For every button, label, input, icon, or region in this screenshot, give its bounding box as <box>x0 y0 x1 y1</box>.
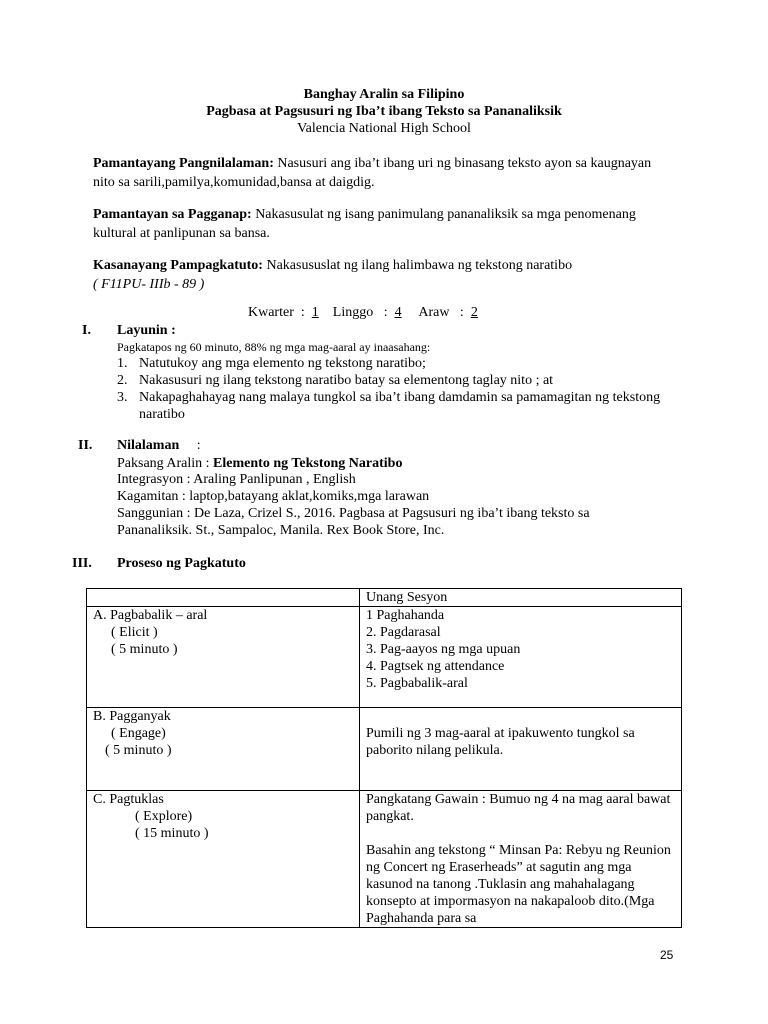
competency-code: ( F11PU- IIIb - 89 ) <box>93 277 205 292</box>
topic-value: Elemento ng Tekstong Naratibo <box>213 456 403 471</box>
day-label: Araw : <box>401 305 471 320</box>
day-value: 2 <box>470 305 478 320</box>
table-row <box>87 708 682 791</box>
table-cell-activity <box>360 708 682 791</box>
table-row <box>87 607 682 708</box>
activity-text: Pangkatang Gawain : Bumuo ng 4 na mag aaral bawat pangkat. <box>366 792 671 824</box>
table-cell-phase <box>87 791 360 928</box>
content-title: Nilalaman <box>117 438 180 453</box>
reference-line: Sanggunian : De Laza, Crizel S., 2016. Pagbasa at Pagsusuri ng iba’t ibang teksto sa Pananaliksik. St., Sampaloc, Manila. Rex Book Store, Inc. <box>117 506 590 538</box>
table-cell-activity <box>360 607 682 708</box>
table-header-cell: Unang Sesyon <box>360 589 682 607</box>
phase-subtitle: ( Engage) <box>111 726 166 741</box>
phase-duration: ( 15 minuto ) <box>135 826 209 841</box>
quarter-label: Kwarter : <box>248 305 312 320</box>
learning-competency-text: Nakasususlat ng ilang halimbawa ng tekstong naratibo <box>262 258 573 273</box>
phase-title: A. Pagbabalik – aral <box>93 608 208 623</box>
learning-competency <box>93 256 673 294</box>
table-header-row <box>87 589 682 607</box>
page-number: 25 <box>660 948 674 962</box>
performance-standard-label: Pamantayan sa Pagganap: <box>93 207 252 222</box>
lesson-procedure-table <box>86 588 682 928</box>
table-cell-phase <box>87 708 360 791</box>
activity-text: Basahin ang tekstong “ Minsan Pa: Rebyu ng Reunion ng Concert ng Eraserheads” at sagutin ang mga kasunod na tanong .Tuklasin ang mahahalagang konsepto at impormasyon na nakapaloob dito.(Mga Paghahanda para sa <box>366 843 671 926</box>
week-value: 4 <box>394 305 402 320</box>
objective-number: 2. <box>117 373 128 388</box>
section-number-process: III. <box>72 556 92 571</box>
section-title-content <box>117 438 201 454</box>
quarter-value: 1 <box>311 305 319 320</box>
content-colon: : <box>179 438 201 453</box>
activity-step: 5. Pagbabalik-aral <box>366 676 468 691</box>
school-name: Valencia National High School <box>297 121 471 136</box>
topic-label: Paksang Aralin : <box>117 456 214 471</box>
performance-standard <box>93 205 673 243</box>
phase-subtitle: ( Explore) <box>135 809 193 824</box>
activity-step: 2. Pagdarasal <box>366 625 441 640</box>
phase-title: C. Pagtuklas <box>93 792 164 807</box>
content-standard-text: Nasusuri ang iba’t ibang uri ng binasang teksto ayon sa kaugnayan nito sa sarili,pamilya,komunidad,bansa at daigdig. <box>93 156 652 190</box>
document-title: Banghay Aralin sa Filipino <box>303 87 465 102</box>
objective-item <box>117 372 677 389</box>
section-title-objectives: Layunin : <box>117 323 176 338</box>
phase-duration: ( 5 minuto ) <box>105 743 172 758</box>
objective-number: 3. <box>117 390 128 405</box>
phase-subtitle: ( Elicit ) <box>111 625 158 640</box>
performance-standard-text: Nakasusulat ng isang panimulang pananaliksik sa mga penomenang kultural at panlipunan sa bansa. <box>93 207 636 241</box>
table-cell-phase <box>87 607 360 708</box>
objective-text: Natutukoy ang mga elemento ng tekstong naratibo; <box>139 356 426 371</box>
section-number-content: II. <box>78 438 93 453</box>
materials-line: Kagamitan : laptop,batayang aklat,komiks,mga larawan <box>117 489 430 504</box>
topic-line <box>117 455 677 472</box>
integration-line: Integrasyon : Araling Panlipunan , English <box>117 472 356 487</box>
subject-title: Pagbasa at Pagsusuri ng Iba’t ibang Teksto sa Pananaliksik <box>206 104 562 119</box>
table-row <box>87 791 682 928</box>
objective-item <box>117 355 677 372</box>
objective-number: 1. <box>117 356 128 371</box>
activity-text: Pumili ng 3 mag-aaral at ipakuwento tungkol sa paborito nilang pelikula. <box>366 726 635 758</box>
objectives-intro: Pagkatapos ng 60 minuto, 88% ng mga mag-aaral ay inaasahang: <box>117 340 431 354</box>
phase-title: B. Pagganyak <box>93 709 171 724</box>
content-standard <box>93 154 673 192</box>
activity-step: 3. Pag-aayos ng mga upuan <box>366 642 521 657</box>
learning-competency-label: Kasanayang Pampagkatuto: <box>93 258 263 273</box>
section-title-process: Proseso ng Pagkatuto <box>117 556 246 571</box>
activity-step: 1 Paghahanda <box>366 608 445 623</box>
table-cell-activity <box>360 791 682 928</box>
objective-text: Nakapaghahayag nang malaya tungkol sa iba’t ibang damdamin sa pamamagitan ng tekstong naratibo <box>139 390 661 422</box>
activity-step: 4. Pagtsek ng attendance <box>366 659 505 674</box>
week-label: Linggo : <box>318 305 395 320</box>
schedule-line <box>248 305 478 321</box>
section-number-objectives: I. <box>82 323 91 338</box>
phase-duration: ( 5 minuto ) <box>111 642 178 657</box>
objective-text: Nakasusuri ng ilang tekstong naratibo batay sa elementong taglay nito ; at <box>139 373 554 388</box>
table-header-cell <box>87 589 360 607</box>
objective-item <box>117 389 677 423</box>
content-standard-label: Pamantayang Pangnilalaman: <box>93 156 274 171</box>
